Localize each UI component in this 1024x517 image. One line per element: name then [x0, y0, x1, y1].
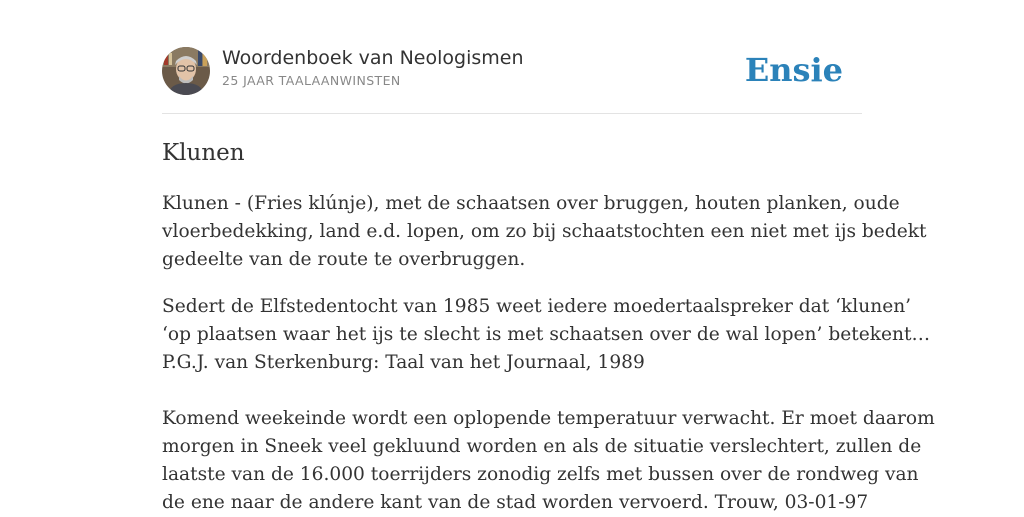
author-subtitle: 25 JAAR TAALAANWINSTEN — [222, 73, 401, 88]
text-line: P.G.J. van Sterkenburg: Taal van het Journaal, 1989 — [162, 352, 645, 373]
author-name[interactable]: Woordenboek van Neologismen — [222, 47, 524, 69]
page-container — [162, 0, 935, 513]
text-line: vloerbedekking, land e.d. lopen, om zo bij schaatstochten een niet met ijs bedekt — [162, 221, 927, 242]
author-info — [222, 45, 524, 88]
text-line: laatste van de 16.000 toerrijders zonodig zelfs met bussen over de rondweg van — [162, 464, 919, 485]
text-line: Sedert de Elfstedentocht van 1985 weet iedere moedertaalspreker dat ‘klunen’ — [162, 296, 912, 317]
author-avatar[interactable] — [162, 47, 210, 95]
definition-paragraph — [162, 190, 927, 274]
quote-paragraph-1 — [162, 293, 931, 377]
text-line: gedeelte van de route te overbruggen. — [162, 249, 526, 270]
text-line: Komend weekeinde wordt een oplopende temperatuur verwacht. Er moet daarom — [162, 408, 935, 429]
quote-paragraph-2 — [162, 405, 935, 517]
header — [162, 0, 862, 114]
page-title: Klunen — [162, 140, 245, 166]
text-line: ‘op plaatsen waar het ijs te slecht is met schaatsen over de wal lopen’ betekent… — [162, 324, 931, 345]
text-line: morgen in Sneek veel gekluund worden en als de situatie verslechtert, zullen de — [162, 436, 922, 457]
text-line: de ene naar de andere kant van de stad worden vervoerd. Trouw, 03-01-97 — [162, 492, 869, 513]
ensie-logo[interactable]: Ensie — [744, 51, 843, 89]
text-line: Klunen - (Fries klúnje), met de schaatsen over bruggen, houten planken, oude — [162, 193, 900, 214]
person-portrait-icon — [162, 47, 210, 95]
